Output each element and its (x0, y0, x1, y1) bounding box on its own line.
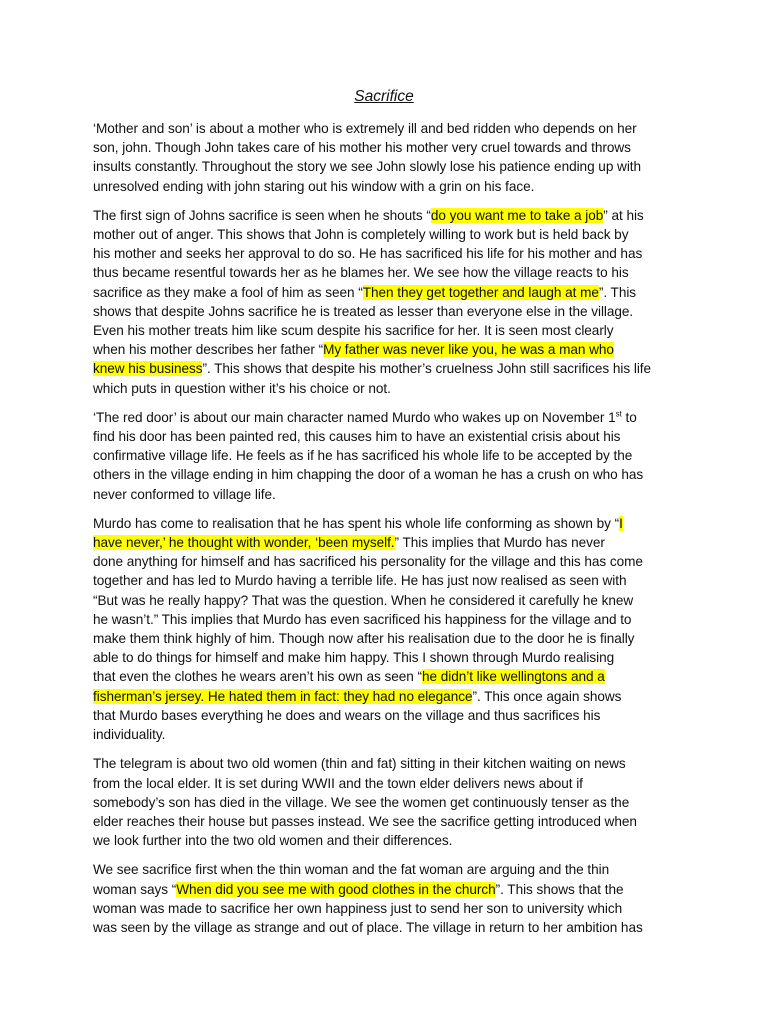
text-line (93, 899, 678, 918)
text-run: to (621, 409, 637, 425)
text-run: elder reaches their house but passes instead. We see the sacrifice getting introduced when (93, 813, 637, 829)
text-line (93, 138, 678, 157)
text-run: Even his mother treats him like scum despite his sacrifice for her. It is seen most clearly (93, 323, 614, 339)
text-line (93, 571, 678, 590)
paragraph (93, 408, 678, 504)
text-run: he wasn’t.” This implies that Murdo has even sacrificed his happiness for the village and to (93, 611, 632, 627)
text-run: woman says “ (93, 881, 177, 897)
paragraph (93, 119, 678, 196)
text-run: his mother and seeks her approval to do so. He has sacrificed his life for his mother and has (93, 246, 643, 262)
text-line (93, 244, 678, 263)
text-run: never conformed to village life. (93, 486, 276, 502)
text-run: which puts in question wither it’s his choice or not. (93, 380, 391, 396)
highlighted-quote: have never,’ he thought with wonder, ‘been myself. (93, 535, 395, 551)
text-line (93, 533, 678, 552)
text-run: “But was he really happy? That was the question. When he considered it carefully he knew (93, 592, 634, 608)
text-run: We see sacrifice first when the thin woman and the fat woman are arguing and the thin (93, 862, 610, 878)
paragraph (93, 514, 678, 744)
text-line (93, 514, 678, 533)
highlighted-quote: My father was never like you, he was a man who (323, 342, 614, 358)
text-line (93, 446, 678, 465)
text-run: together and has led to Murdo having a terrible life. He has just now realised as seen with (93, 573, 627, 589)
text-line (93, 667, 678, 686)
text-run: ” This implies that Murdo has never (394, 535, 605, 551)
paragraph (93, 206, 678, 398)
text-line (93, 263, 678, 282)
text-line (93, 591, 678, 610)
ordinal-superscript: st (615, 409, 622, 419)
text-line (93, 177, 678, 196)
text-line (93, 321, 678, 340)
text-line (93, 225, 678, 244)
text-run: The telegram is about two old women (thin and fat) sitting in their kitchen waiting on news (93, 756, 626, 772)
text-run: ” at his (603, 207, 644, 223)
paragraph (93, 754, 678, 850)
text-line (93, 812, 678, 831)
text-run: thus became resentful towards her as he blames her. We see how the village reacts to his (93, 265, 629, 281)
text-line (93, 793, 678, 812)
text-run: was seen by the village as strange and out of place. The village in return to her ambition has (93, 919, 643, 935)
text-line (93, 831, 678, 850)
text-line (93, 860, 678, 879)
text-run: that even the clothes he wears aren’t his own as seen “ (93, 669, 422, 685)
text-run: ”. This shows that despite his mother’s cruelness John still sacrifices his life (202, 361, 652, 377)
text-run: mother out of anger. This shows that John is completely willing to work but is held back by (93, 227, 629, 243)
highlighted-quote: Then they get together and laugh at me (362, 284, 599, 300)
text-run: ”. This (598, 284, 637, 300)
text-line (93, 119, 678, 138)
paragraph (93, 860, 678, 937)
text-line (93, 918, 678, 937)
highlighted-quote: knew his business (93, 361, 203, 377)
text-line (93, 648, 678, 667)
text-run: Murdo has come to realisation that he has spent his whole life conforming as shown by “ (93, 515, 620, 531)
document-body (93, 119, 678, 947)
highlighted-quote: I (619, 515, 623, 531)
text-run: done anything for himself and has sacrificed his personality for the village and this has come (93, 554, 643, 570)
text-line (93, 427, 678, 446)
text-run: confirmative village life. He feels as if he has sacrificed his whole life to be accepted by the (93, 448, 633, 464)
text-line (93, 408, 678, 427)
text-run: The first sign of Johns sacrifice is seen when he shouts “ (93, 207, 431, 223)
text-run: insults constantly. Throughout the story we see John slowly lose his patience ending up with (93, 159, 642, 175)
text-run: shows that despite Johns sacrifice he is treated as lesser than everyone else in the village. (93, 303, 634, 319)
highlighted-quote: do you want me to take a job (430, 207, 604, 223)
text-line (93, 706, 678, 725)
text-line (93, 687, 678, 706)
text-run: son, john. Though John takes care of his mother his mother very cruel towards and throws (93, 140, 631, 156)
highlighted-quote: he didn’t like wellingtons and a (421, 669, 605, 685)
text-line (93, 774, 678, 793)
text-line (93, 725, 678, 744)
text-run: ”. This shows that the (495, 881, 624, 897)
text-run: woman was made to sacrifice her own happiness just to send her son to university which (93, 900, 623, 916)
text-run: ”. This once again shows (472, 688, 622, 704)
text-line (93, 157, 678, 176)
text-run: that Murdo bases everything he does and wears on the village and thus sacrifices his (93, 707, 601, 723)
text-line (93, 610, 678, 629)
text-run: others in the village ending in him chapping the door of a woman he has a crush on who has (93, 467, 644, 483)
highlighted-quote: When did you see me with good clothes in the church (176, 881, 496, 897)
text-line (93, 359, 678, 378)
text-run: somebody’s son has died in the village. We see the women get continuously tenser as the (93, 794, 630, 810)
text-line (93, 754, 678, 773)
text-line (93, 283, 678, 302)
text-run: unresolved ending with john staring out his window with a grin on his face. (93, 178, 535, 194)
text-line (93, 379, 678, 398)
text-run: make them think highly of him. Though now after his realisation due to the door he is finally (93, 631, 635, 647)
text-run: from the local elder. It is set during WWII and the town elder delivers news about if (93, 775, 583, 791)
text-line (93, 340, 678, 359)
text-line (93, 465, 678, 484)
text-run: ‘Mother and son’ is about a mother who is extremely ill and bed ridden who depends on her (93, 121, 637, 136)
text-line (93, 485, 678, 504)
text-run: sacrifice as they make a fool of him as seen “ (93, 284, 363, 300)
text-run: able to do things for himself and make him happy. This I shown through Murdo realising (93, 650, 615, 666)
text-line (93, 629, 678, 648)
highlighted-quote: fisherman’s jersey. He hated them in fact: they had no elegance (93, 688, 473, 704)
text-run: we look further into the two old women and their differences. (93, 833, 453, 849)
text-run: find his door has been painted red, this causes him to have an existential crisis about his (93, 429, 621, 445)
text-run: individuality. (93, 727, 166, 743)
text-run: when his mother describes her father “ (93, 342, 324, 358)
text-run: ‘The red door’ is about our main character named Murdo who wakes up on November 1 (93, 409, 616, 425)
document-title: Sacrifice (354, 88, 414, 105)
text-line (93, 880, 678, 899)
text-line (93, 206, 678, 225)
text-line (93, 302, 678, 321)
text-line (93, 552, 678, 571)
